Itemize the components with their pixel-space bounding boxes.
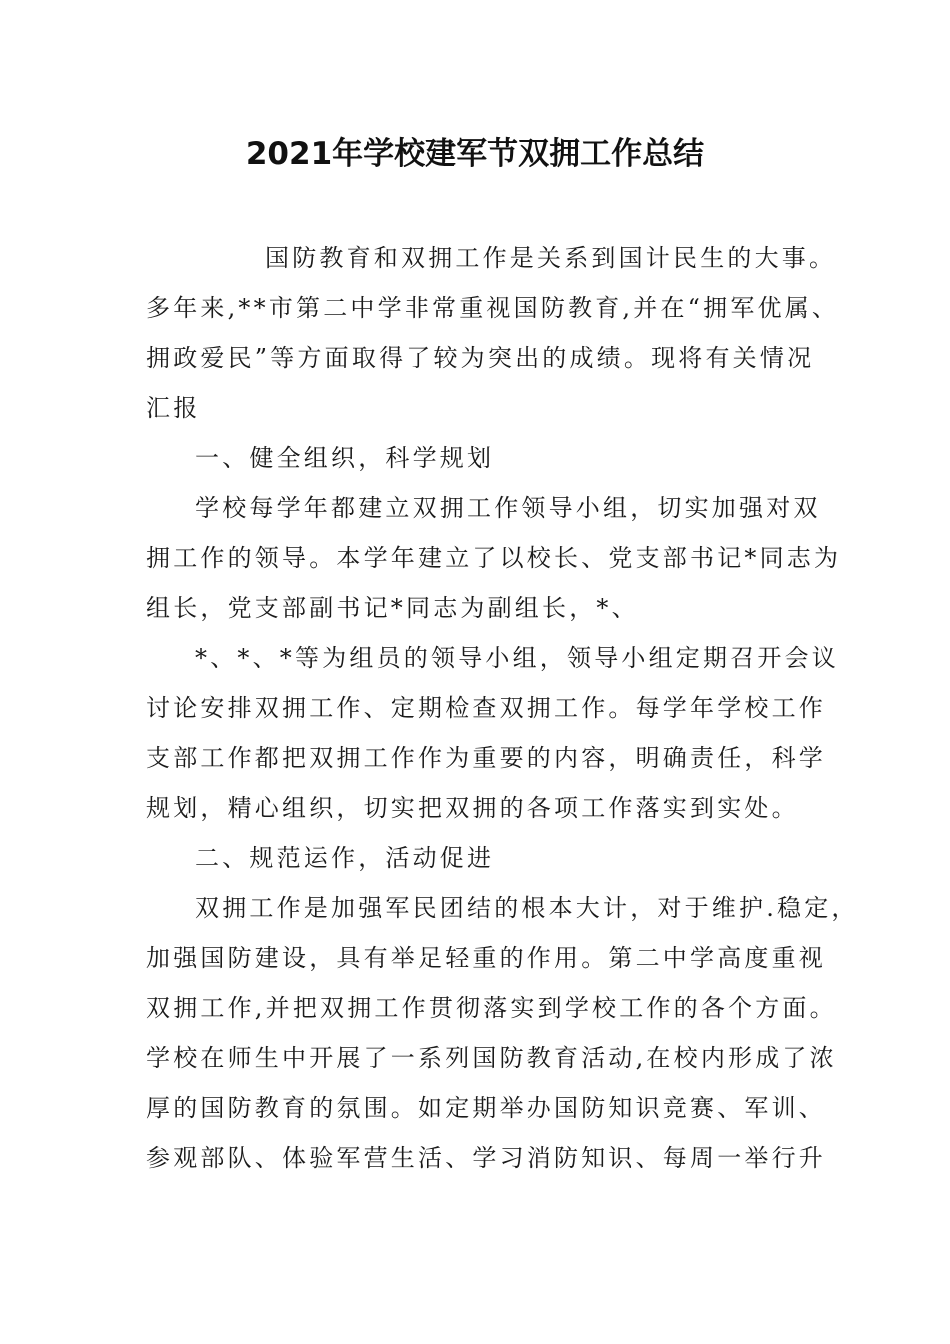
document-title: 2021年学校建军节双拥工作总结 [245, 136, 705, 172]
paragraph-line-7: 拥工作的领导。本学年建立了以校长、党支部书记*同志为 [146, 544, 842, 572]
paragraph-line-11: 支部工作都把双拥工作作为重要的内容，明确责任，科学 [146, 744, 826, 772]
paragraph-line-9: *、*、*等为组员的领导小组，领导小组定期召开会议 [195, 644, 839, 672]
paragraph-line-8: 组长，党支部副书记*同志为副组长，*、 [146, 594, 639, 622]
paragraph-line-12: 规划，精心组织，切实把双拥的各项工作落实到实处。 [146, 794, 799, 822]
paragraph-line-18: 厚的国防教育的氛围。如定期举办国防知识竞赛、军训、 [146, 1094, 826, 1122]
paragraph-line-15: 加强国防建设，具有举足轻重的作用。第二中学高度重视 [146, 944, 826, 972]
section-heading-1: 一、健全组织，科学规划 [195, 444, 495, 472]
paragraph-line-3: 拥政爱民”等方面取得了较为突出的成绩。现将有关情况 [146, 344, 815, 372]
paragraph-line-14: 双拥工作是加强军民团结的根本大计，对于维护.稳定， [195, 894, 859, 922]
paragraph-line-19: 参观部队、体验军营生活、学习消防知识、每周一举行升 [146, 1144, 826, 1172]
paragraph-line-1: 国防教育和双拥工作是关系到国计民生的大事。 [265, 244, 837, 272]
paragraph-line-17: 学校在师生中开展了一系列国防教育活动,在校内形成了浓 [146, 1044, 837, 1072]
paragraph-line-6: 学校每学年都建立双拥工作领导小组，切实加强对双 [195, 494, 821, 522]
paragraph-line-10: 讨论安排双拥工作、定期检查双拥工作。每学年学校工作 [146, 694, 826, 722]
paragraph-line-2: 多年来,**市第二中学非常重视国防教育,并在“拥军优属、 [146, 294, 840, 322]
paragraph-line-16: 双拥工作,并把双拥工作贯彻落实到学校工作的各个方面。 [146, 994, 837, 1022]
section-heading-2: 二、规范运作，活动促进 [195, 844, 495, 872]
paragraph-line-4: 汇报 [146, 394, 201, 422]
